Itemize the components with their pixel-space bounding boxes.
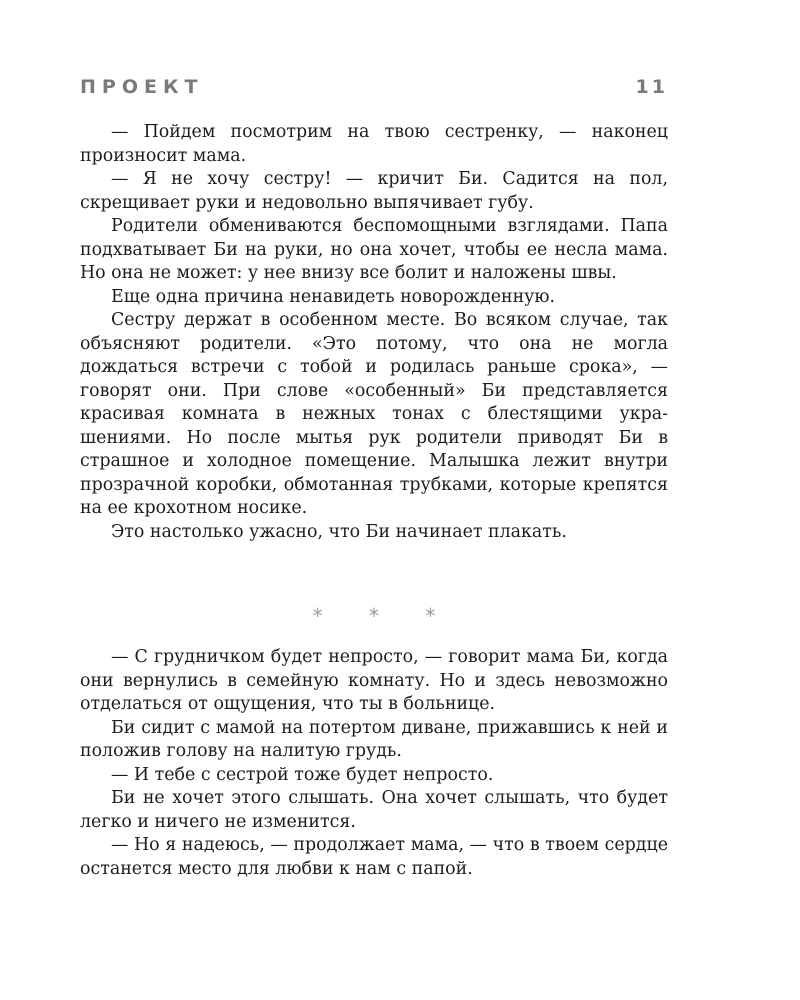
running-title: ПРОЕКТ	[80, 76, 204, 98]
section-separator: * * *	[312, 604, 456, 628]
paragraph: — Я не хочу сестру! — кричит Би. Садится на пол, скрещивает руки и недовольно выпячивает губу.	[80, 169, 668, 213]
running-header	[80, 76, 668, 98]
page-number: 11	[635, 76, 668, 98]
paragraph: Это настолько ужасно, что Би начинает плакать.	[111, 521, 567, 542]
text-section-1	[80, 121, 668, 544]
paragraph: — С грудничком будет непросто, — говорит мама Би, когда они вернулись в семейную комнату. Но и здесь невозможно отделаться от ощущения, что ты в больнице.	[80, 647, 668, 714]
paragraph: — Пойдем посмотрим на твою сестренку, — наконец произносит мама.	[80, 122, 668, 166]
paragraph: — И тебе с сестрой тоже будет непросто.	[111, 764, 494, 785]
paragraph: Родители обмениваются беспомощными взглядами. Папа подхватывает Би на руки, но она хочет, чтобы ее несла мама. Но она не может: у нее внизу все болит и наложены швы.	[80, 216, 668, 283]
paragraph: Сестру держат в особенном месте. Во всяком случае, так объясняют родители. «Это потому, что она не могла дождаться встречи с тобой и родилась раньше срока», — говорят они. При слове «особенный» Би представляется красивая комната в нежных тонах с блестящими украшениями. Но после мытья рук родители приводят Би в страшное и холодное помещение. Малышка лежит внутри прозрачной коробки, обмотанная трубками, которые крепятся на ее крохотном носике.	[80, 310, 668, 518]
text-section-2	[80, 646, 668, 881]
paragraph: Еще одна причина ненавидеть новорожденную.	[111, 286, 556, 307]
paragraph: Би не хочет этого слышать. Она хочет слышать, что будет легко и ничего не изменится.	[80, 788, 668, 832]
paragraph: Би сидит с мамой на потертом диване, прижавшись к ней и положив голову на налитую грудь.	[80, 717, 668, 761]
paragraph: — Но я надеюсь, — продолжает мама, — что в твоем сердце останется место для любви к нам с папой.	[80, 835, 668, 879]
